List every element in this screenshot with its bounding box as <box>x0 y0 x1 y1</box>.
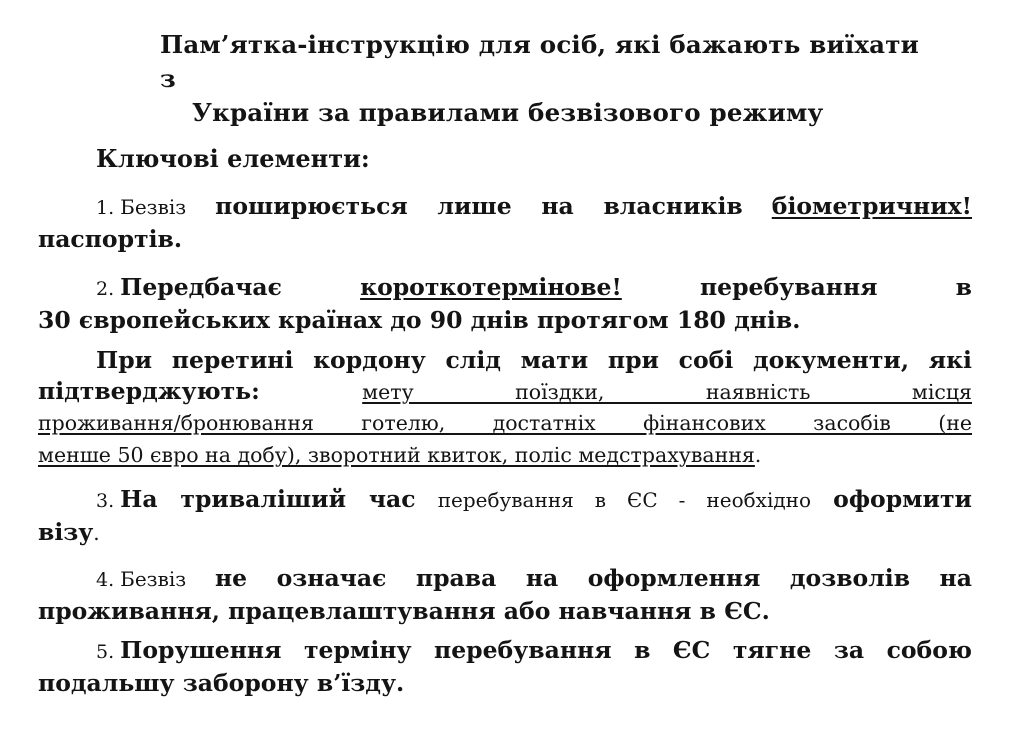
item-text-bold: проживання, працевлаштування або навчання в ЄС. <box>38 597 770 625</box>
item-text-underlined: біометричних! <box>771 192 972 220</box>
item-number: 3. <box>96 490 115 512</box>
item-text-underlined: проживання/бронювання готелю, достатніх фінансових засобів (не <box>38 411 972 435</box>
item-text-bold: оформити <box>833 485 972 513</box>
item-text-bold: перебування <box>699 273 878 301</box>
item-text-bold: візу <box>38 518 94 546</box>
item-text-bold: поширюється лише на власників <box>215 192 743 220</box>
item-lead: Безвіз <box>120 567 187 591</box>
item-text-underlined: менше 50 євро на добу), зворотний квиток, поліс медстрахування <box>38 443 755 467</box>
item-2 <box>38 272 972 336</box>
title-line-1: Пам’ятка-інструкцію для осіб, які бажають виїхати з <box>160 30 919 93</box>
item-text-bold: 30 європейських країнах до 90 днів протягом 180 днів. <box>38 306 801 334</box>
item-number: 1. <box>96 197 115 219</box>
item-text-bold: в <box>955 273 972 301</box>
item-text-bold: підтверджують: <box>38 377 260 405</box>
item-number: 5. <box>96 641 115 663</box>
item-5 <box>38 635 972 699</box>
item-text: перебування в ЄС - необхідно <box>437 488 812 512</box>
item-lead: Безвіз <box>120 195 187 219</box>
item-text-bold: При перетині кордону слід мати при собі документи, які <box>96 346 972 374</box>
title-line-2: України за правилами безвізового режиму <box>192 98 824 127</box>
section-heading: Ключові елементи: <box>96 144 370 173</box>
item-text-bold: паспортів. <box>38 225 183 253</box>
item-1 <box>38 191 972 255</box>
item-number: 2. <box>96 278 115 300</box>
documents-paragraph <box>38 345 972 471</box>
item-text-bold: не означає права на оформлення дозволів на <box>214 564 972 592</box>
item-text-underlined: короткотермінове! <box>360 273 622 301</box>
item-3 <box>38 484 972 549</box>
item-text-bold: Передбачає <box>120 273 282 301</box>
item-4 <box>38 563 972 627</box>
item-text: . <box>93 521 100 545</box>
document-title <box>150 28 940 130</box>
item-text-bold: подальшу заборону в’їзду. <box>38 669 405 697</box>
item-number: 4. <box>96 569 115 591</box>
item-text-bold: На триваліший час <box>120 485 416 513</box>
item-text-underlined: мету поїздки, наявність місця <box>362 380 972 404</box>
item-text-bold: Порушення терміну перебування в ЄС тягне за собою <box>120 636 972 664</box>
item-text: . <box>754 443 762 467</box>
